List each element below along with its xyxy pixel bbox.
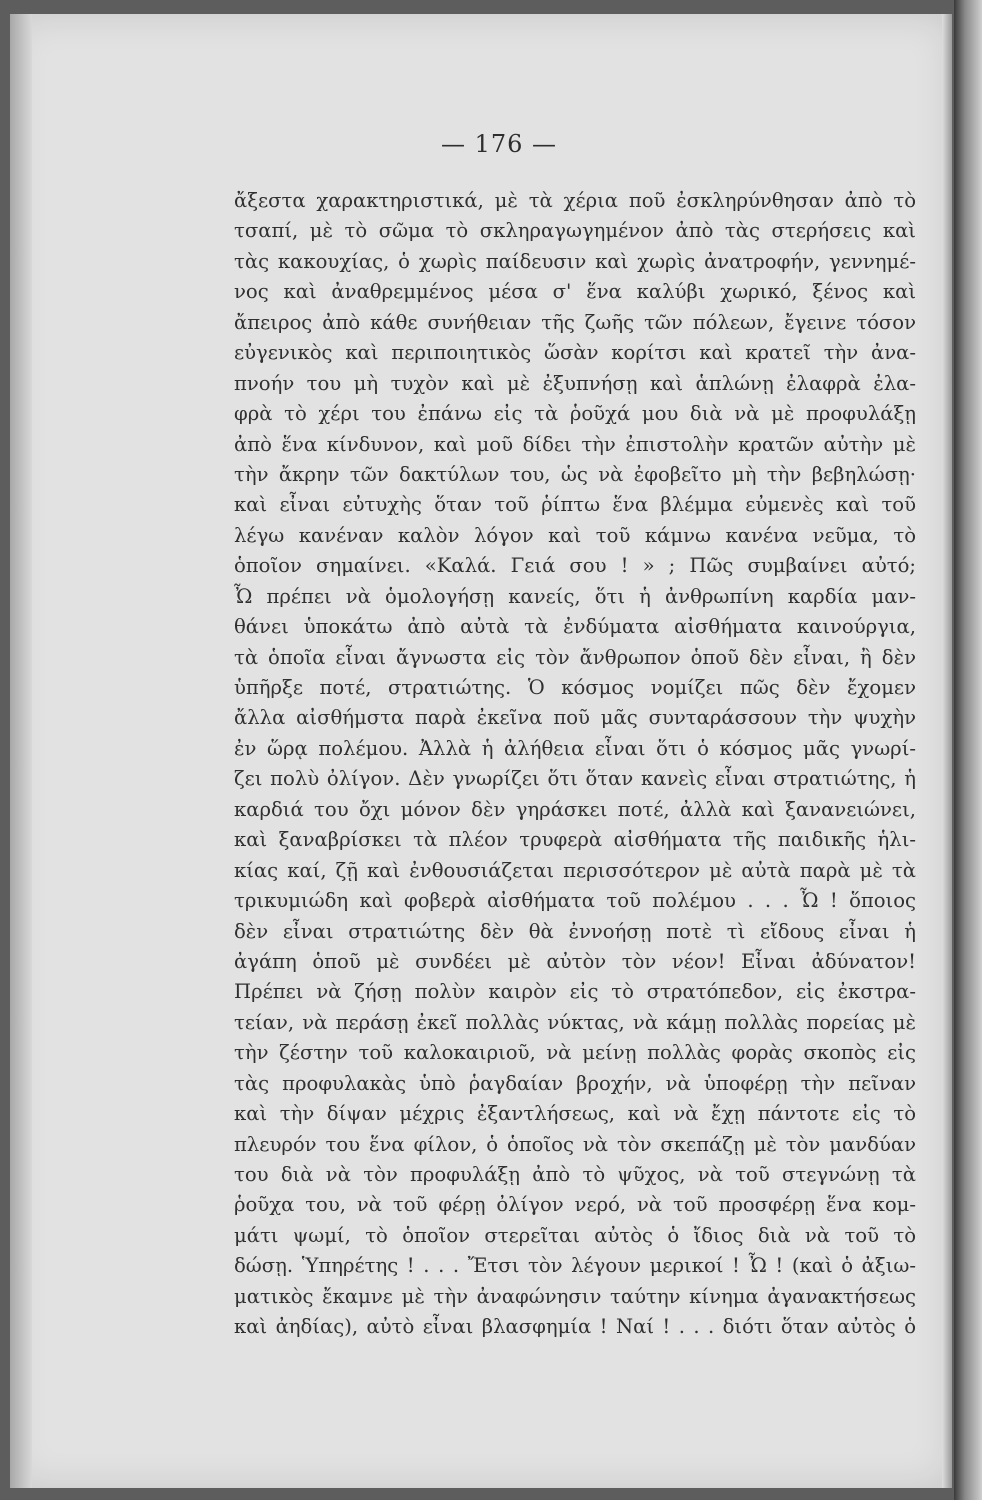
text-line-5: ἄπειρος ἀπὸ κάθε συνήθειαν τῆς ζωῆς τῶν πόλεων, ἔγεινε τόσον <box>234 310 916 334</box>
text-line-28: τείαν, νὰ περάσῃ ἐκεῖ πολλὰς νύκτας, νὰ κάμῃ πολλὰς πορείας μὲ <box>234 1010 916 1034</box>
book-page <box>10 14 952 1488</box>
text-line-34: ῥοῦχα του, νὰ τοῦ φέρῃ ὀλίγον νερό, νὰ τοῦ προσφέρῃ ἕνα κομ- <box>234 1193 916 1217</box>
text-line-15: θάνει ὑποκάτω ἀπὸ αὐτὰ τὰ ἐνδύματα αἰσθήματα καινούργια, <box>234 615 916 639</box>
text-line-17: ὑπῆρξε ποτέ, στρατιώτης. Ὁ κόσμος νομίζει πῶς δὲν ἔχομεν <box>234 676 916 699</box>
text-line-9: ἀπὸ ἕνα κίνδυνον, καὶ μοῦ δίδει τὴν ἐπιστολὴν κρατῶν αὐτὴν μὲ <box>234 432 916 456</box>
text-line-21: καρδιά του ὄχι μόνον δὲν γηράσκει ποτέ, ἀλλὰ καὶ ξανανειώνει, <box>234 797 916 821</box>
text-line-33: του διὰ νὰ τὸν προφυλάξῃ ἀπὸ τὸ ψῦχος, νὰ τοῦ στεγνώνῃ τὰ <box>234 1163 916 1186</box>
text-line-16: τὰ ὁποῖα εἶναι ἄγνωστα εἰς τὸν ἄνθρωπον ὁποῦ δὲν εἶναι, ἢ δὲν <box>234 645 916 669</box>
text-line-30: τὰς προφυλακὰς ὑπὸ ῥαγδαίαν βροχήν, νὰ ὑποφέρῃ τὴν πεῖναν <box>234 1071 916 1095</box>
text-line-23: κίας καί, ζῇ καὶ ἐνθουσιάζεται περισσότερον μὲ αὐτὰ παρὰ μὲ τὰ <box>234 858 916 882</box>
page-edge-shadow <box>942 14 952 1488</box>
text-line-27: Πρέπει νὰ ζήσῃ πολὺν καιρὸν εἰς τὸ στρατόπεδον, εἰς ἐκστρα- <box>234 980 916 1004</box>
text-line-29: τὴν ζέστην τοῦ καλοκαιριοῦ, νὰ μείνῃ πολλὰς φορὰς σκοπὸς εἰς <box>234 1041 916 1065</box>
page-binding-shadow <box>10 14 32 1488</box>
text-line-26: ἀγάπη ὁποῦ μὲ συνδέει μὲ αὐτὸν τὸν νέον! Εἶναι ἀδύνατον! <box>234 949 916 973</box>
page-number: — 176 — <box>440 130 558 158</box>
text-line-38: καὶ ἀηδίας), αὐτὸ εἶναι βλασφημία ! Ναί ! . . . διότι ὅταν αὐτὸς ὁ <box>234 1315 916 1339</box>
text-line-6: εὐγενικὸς καὶ περιποιητικὸς ὥσὰν κορίτσι καὶ κρατεῖ τὴν ἀνα- <box>234 341 916 365</box>
text-line-19: ἐν ὥρᾳ πολέμου. Ἀλλὰ ἡ ἀλήθεια εἶναι ὅτι ὁ κόσμος μᾶς γνωρί- <box>234 736 916 760</box>
text-line-22: καὶ ξαναβρίσκει τὰ πλέον τρυφερὰ αἰσθήματα τῆς παιδικῆς ἡλι- <box>234 828 916 852</box>
text-line-10: τὴν ἄκρην τῶν δακτύλων του, ὡς νὰ ἐφοβεῖτο μὴ τὴν βεβηλώσῃ· <box>234 462 916 486</box>
body-text <box>234 186 916 1343</box>
text-line-32: πλευρόν του ἕνα φίλον, ὁ ὁποῖος νὰ τὸν σκεπάζῃ μὲ τὸν μανδύαν <box>234 1132 916 1156</box>
text-line-31: καὶ τὴν δίψαν μέχρις ἐξαντλήσεως, καὶ νὰ ἔχῃ πάντοτε εἰς τὸ <box>234 1102 916 1126</box>
text-line-14: Ὦ πρέπει νὰ ὁμολογήσῃ κανείς, ὅτι ἡ ἀνθρωπίνη καρδία μαν- <box>234 584 916 608</box>
text-line-4: νος καὶ ἀναθρεμμένος μέσα σ' ἕνα καλύβι χωρικό, ξένος καὶ <box>234 280 916 304</box>
scan-background-strip <box>954 0 982 1500</box>
text-line-37: ματικὸς ἔκαμνε μὲ τὴν ἀναφώνησιν ταύτην κίνημα ἀγανακτήσεως <box>234 1284 916 1308</box>
text-line-8: φρὰ τὸ χέρι του ἐπάνω εἰς τὰ ῥοῦχά μου διὰ νὰ μὲ προφυλάξῃ <box>234 402 916 426</box>
text-line-11: καὶ εἶναι εὐτυχὴς ὅταν τοῦ ῥίπτω ἕνα βλέμμα εὐμενὲς καὶ τοῦ <box>234 493 916 517</box>
text-line-35: μάτι ψωμί, τὸ ὁποῖον στερεῖται αὐτὸς ὁ ἴδιος διὰ νὰ τοῦ τὸ <box>234 1223 916 1247</box>
text-line-18: ἄλλα αἰσθήμστα παρὰ ἐκεῖνα ποῦ μᾶς συνταράσσουν τὴν ψυχὴν <box>234 706 916 730</box>
text-line-20: ζει πολὺ ὀλίγον. Δὲν γνωρίζει ὅτι ὅταν κανεὶς εἶναι στρατιώτης, ἡ <box>234 767 916 791</box>
text-line-25: δὲν εἶναι στρατιώτης δὲν θὰ ἐννοήσῃ ποτὲ τὶ εἴδους εἶναι ἡ <box>234 919 916 943</box>
text-line-13: ὁποῖον σημαίνει. «Καλά. Γειά σου ! » ; Πῶς συμβαίνει αὐτό; <box>234 554 916 578</box>
text-line-36: δώσῃ. Ὑπηρέτης ! . . . Ἔτσι τὸν λέγουν μερικοί ! Ὦ ! (καὶ ὁ ἀξιω- <box>234 1254 916 1278</box>
text-line-3: τὰς κακουχίας, ὁ χωρὶς παίδευσιν καὶ χωρὶς ἀνατροφήν, γεννημέ- <box>234 249 916 273</box>
text-line-2: τσαπί, μὲ τὸ σῶμα τὸ σκληραγωγημένον ἀπὸ τὰς στερήσεις καὶ <box>234 219 916 243</box>
text-line-24: τρικυμιώδη καὶ φοβερὰ αἰσθήματα τοῦ πολέμου . . . Ὦ ! ὅποιος <box>234 889 916 913</box>
text-line-12: λέγω κανέναν καλὸν λόγον καὶ τοῦ κάμνω κανένα νεῦμα, τὸ <box>234 523 916 547</box>
text-line-7: πνοήν του μὴ τυχὸν καὶ μὲ ἐξυπνήσῃ καὶ ἁπλώνῃ ἐλαφρὰ ἐλα- <box>234 371 916 395</box>
text-line-1: ἄξεστα χαρακτηριστικά, μὲ τὰ χέρια ποῦ ἐσκληρύνθησαν ἀπὸ τὸ <box>234 189 916 212</box>
